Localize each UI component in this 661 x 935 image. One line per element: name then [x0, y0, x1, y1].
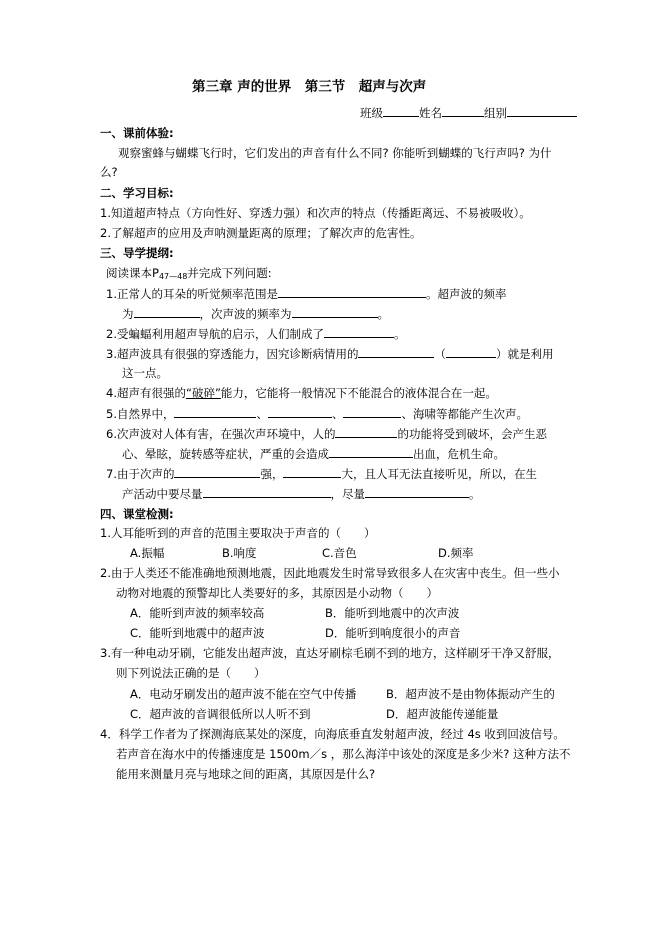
- bleeding-organ-blank[interactable]: [329, 445, 413, 458]
- test-q1-option-b[interactable]: B.响度: [222, 546, 257, 560]
- q3-6-text-b: 的功能将受到破坏，会产生恶: [397, 427, 547, 441]
- test-q2-option-b[interactable]: B．能听到地震中的次声波: [325, 606, 460, 620]
- q3-1-text-b: 。超声波的频率: [425, 287, 507, 301]
- test-q2-option-d[interactable]: D．能听到响度很小的声音: [325, 626, 461, 640]
- s1-text-line2: 么?: [100, 165, 118, 179]
- test-q2-line2: 动物对地震的预警却比人类要好的多，其原因是小动物（ ）: [116, 586, 438, 600]
- q3-1-line1: [106, 285, 506, 302]
- test-q3-line2: 则下列说法正确的是（ ）: [116, 666, 266, 680]
- test-q4-line3: 能用来测量月亮与地球之间的距离，其原因是什么?: [116, 767, 376, 781]
- q3-4: [106, 385, 497, 401]
- q3-4-text: 4.超声有很强的: [106, 386, 186, 400]
- test-q2-option-c[interactable]: C．能听到地震中的超声波: [130, 626, 265, 640]
- q3-7-text-d: 产活动中要尽量: [122, 487, 203, 501]
- group-label: 组别: [484, 106, 507, 120]
- q3-1-text-e: 。: [377, 307, 389, 321]
- q3-5-sep-1: 、: [256, 407, 268, 421]
- test-q4-line2: 若声音在海水中的传播速度是 1500m／s ，那么海洋中该处的深度是多少米? 这种方法不: [116, 747, 571, 761]
- test-q1-option-c[interactable]: C.音色: [322, 546, 357, 560]
- q3-3-line2: 这一点。: [122, 366, 168, 380]
- q3-2-text-b: 。: [393, 327, 406, 341]
- q3-7-text-c: 大，且人耳无法直接听见，所以，在生: [341, 467, 537, 481]
- q3-2: [106, 325, 405, 342]
- sonar-blank[interactable]: [324, 325, 394, 338]
- q3-6-text-d: 出血，危机生命。: [413, 447, 505, 461]
- section-4-heading: 四、课堂检测:: [100, 507, 174, 521]
- q3-4-text-c: 能力，它能将一般情况下不能混合的液体混合在一起。: [220, 386, 497, 400]
- test-q1: 1.人耳能听到的声音的范围主要取决于声音的（ ）: [100, 526, 376, 540]
- test-q1-option-d[interactable]: D.频率: [438, 546, 474, 560]
- test-q2-option-a[interactable]: A．能听到声波的频率较高: [130, 606, 265, 620]
- read-post: 并完成下列问题:: [187, 266, 272, 280]
- section-3-heading: 三、导学提纲:: [100, 246, 174, 260]
- q3-3-text-b: （: [434, 347, 446, 361]
- name-label: 姓名: [419, 106, 442, 120]
- q3-5-text: 5.自然界中，: [106, 407, 175, 421]
- test-q1-option-a[interactable]: A.振幅: [130, 546, 165, 560]
- hearing-range-blank[interactable]: [278, 285, 426, 298]
- q3-7-text-e: ，尽量: [330, 487, 365, 501]
- q3-6-line1: [106, 425, 547, 442]
- name-blank[interactable]: [442, 104, 484, 117]
- q3-1-line2: [122, 305, 389, 322]
- q3-3-text-c: ）就是利用: [495, 347, 554, 361]
- section-2-heading: 二、学习目标:: [100, 186, 174, 200]
- read-instruction: [106, 265, 272, 285]
- q3-6-line2: [122, 445, 505, 462]
- reduce-source-blank[interactable]: [203, 485, 331, 498]
- test-q3-option-c[interactable]: C．超声波的音调很低所以人听不到: [130, 707, 311, 721]
- q3-7-line1: [106, 465, 537, 482]
- page-title: 第三章 声的世界 第三节 超声与次声: [192, 79, 427, 95]
- read-pre: 阅读课本P: [106, 266, 159, 280]
- q3-7-text-f: 。: [469, 487, 481, 501]
- infrasound-source-3-blank[interactable]: [343, 405, 401, 418]
- test-q3-line1: 3.有一种电动牙刷，它能发出超声波，直达牙刷棕毛刷不到的地方，这样刷牙干净又舒服，: [100, 646, 560, 660]
- infrasound-source-2-blank[interactable]: [268, 405, 332, 418]
- q3-2-text: 2.受蝙蝠利用超声导航的启示，人们制成了: [106, 327, 324, 341]
- student-info: [360, 104, 577, 121]
- q3-5: [106, 405, 528, 422]
- class-blank[interactable]: [383, 104, 419, 117]
- test-q3-option-d[interactable]: D．超声波能传递能量: [386, 707, 499, 721]
- q3-7-text-b: 强，: [260, 467, 284, 481]
- class-label: 班级: [360, 106, 383, 120]
- infrasound-source-1-blank[interactable]: [174, 405, 256, 418]
- q3-6-text-c: 心、晕眩，旋转感等症状，严重的会造成: [122, 447, 329, 461]
- section-1-heading: 一、课前体验:: [100, 126, 174, 140]
- q3-7-text: 7.由于次声的: [106, 467, 175, 481]
- infrasound-freq-blank[interactable]: [292, 305, 378, 318]
- q3-7-line2: [122, 485, 481, 502]
- read-pages: 47—48: [158, 272, 188, 281]
- b-ultrasound-blank[interactable]: [358, 345, 434, 358]
- infrasound-property-2-blank[interactable]: [283, 465, 341, 478]
- q3-5-sep-2: 、: [331, 407, 344, 421]
- ultrasound-freq-blank[interactable]: [134, 305, 200, 318]
- q3-5-text-d: 、海啸等都能产生次声。: [401, 407, 528, 421]
- q3-4-keyword: “破碎”: [185, 386, 221, 400]
- b-ultrasound-abbr-blank[interactable]: [446, 345, 496, 358]
- organ-blank[interactable]: [335, 425, 397, 438]
- test-q2-line1: 2.由于人类还不能准确地预测地震，因此地震发生时常导致很多人在灾害中丧生。但一些小: [100, 566, 560, 580]
- test-q4-line1: 4．科学工作者为了探测海底某处的深度，向海底垂直发射超声波，经过 4s 收到回波信号。: [100, 727, 565, 741]
- goal-2: 2.了解超声的应用及声呐测量距离的原理；了解次声的危害性。: [100, 226, 422, 240]
- q3-1-text: 1.正常人的耳朵的听觉频率范围是: [106, 287, 278, 301]
- q3-3-text: 3.超声波具有很强的穿透能力，因究诊断病情用的: [106, 347, 359, 361]
- q3-1-text-d: ，次声波的频率为: [199, 307, 292, 321]
- q3-6-text: 6.次声波对人体有害，在强次声环境中，人的: [106, 427, 336, 441]
- test-q3-option-a[interactable]: A．电动牙刷发出的超声波不能在空气中传播: [130, 687, 357, 701]
- q3-3-line1: [106, 345, 553, 362]
- goal-1: 1.知道超声特点（方向性好、穿透力强）和次声的特点（传播距离远、不易被吸收）。: [100, 206, 531, 220]
- s1-text-line1: 观察蜜蜂与蝴蝶飞行时，它们发出的声音有什么不同? 你能听到蝴蝶的飞行声吗? 为什: [118, 146, 552, 160]
- avoid-exposure-blank[interactable]: [365, 485, 469, 498]
- q3-1-text-c: 为: [122, 307, 134, 321]
- test-q3-option-b[interactable]: B．超声波不是由物体振动产生的: [386, 687, 555, 701]
- group-blank[interactable]: [507, 104, 577, 117]
- infrasound-property-1-blank[interactable]: [174, 465, 260, 478]
